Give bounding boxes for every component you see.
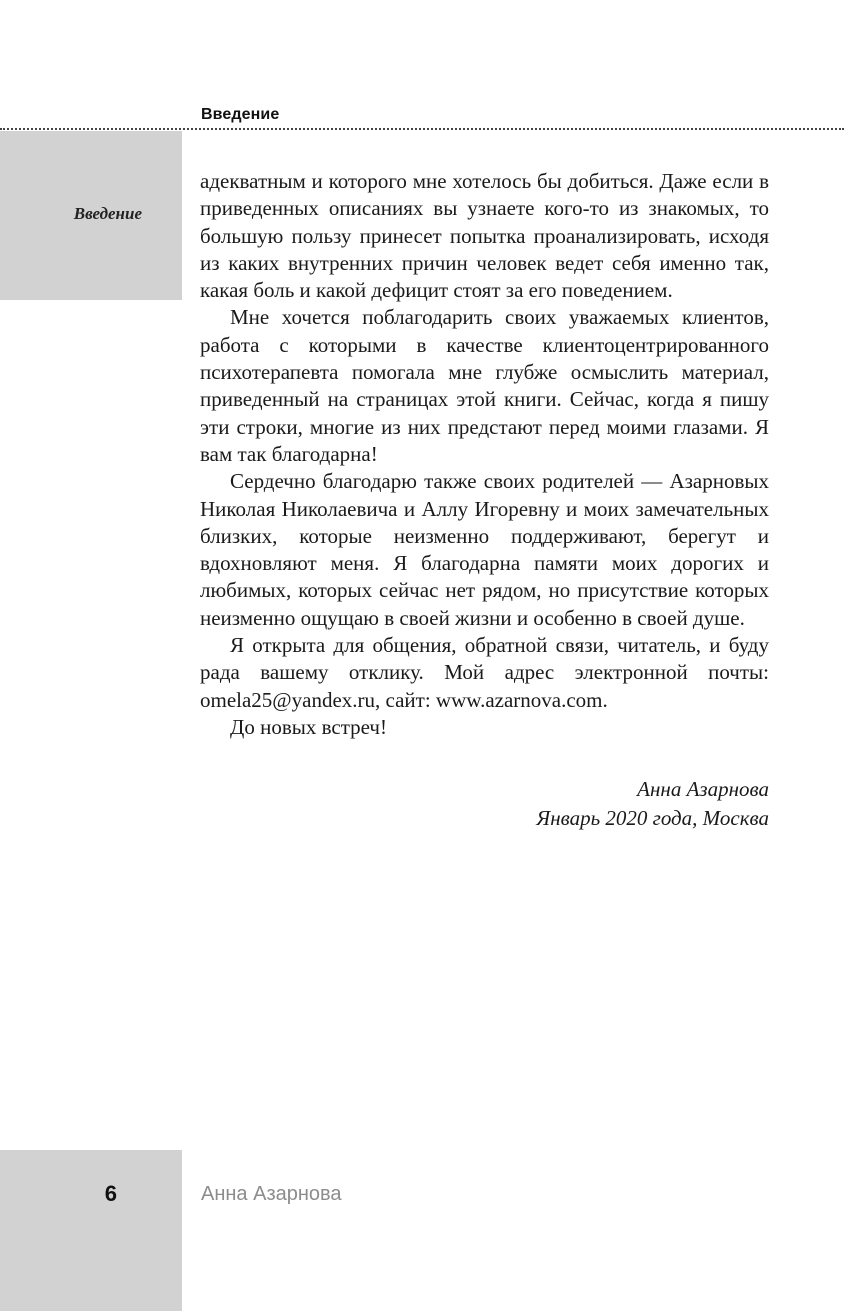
paragraph: Сердечно благодарю также своих родителей — Азарновых Николая Николаевича и Аллу Игоревну и моих замечательных близких, которые неизменно поддерживают, берегут и вдохновляют меня. Я благодарна памяти моих дорогих и любимых, которых сейчас нет рядом, но присутствие которых неизменно ощущаю в своей жизни и особенно в своей душе. — [200, 469, 769, 630]
page-number: 6 — [104, 1181, 117, 1206]
section-label: Введение — [73, 204, 142, 223]
signature-author: Анна Азарнова — [637, 777, 769, 801]
paragraph: Мне хочется поблагодарить своих уважаемых клиентов, работа с которыми в качестве клиентоцентрированного психотерапевта помогала мне глубже осмыслить материал, приведенный на страницах этой книги. Сейчас, когда я пишу эти строки, многие из них предстают перед моими глазами. Я вам так благодарна! — [200, 305, 769, 466]
paragraph: До новых встреч! — [230, 714, 387, 739]
footer-tab — [0, 1150, 182, 1311]
header-divider — [0, 128, 844, 130]
paragraph: адекватным и которого мне хотелось бы добиться. Даже если в приведенных описаниях вы узнаете кого-то из знакомых, то большую пользу принесет попытка проанализировать, исходя из каких внутренних причин человек ведет себя именно так, какая боль и какой дефицит стоят за его поведением. — [200, 169, 769, 303]
signature-date-place: Январь 2020 года, Москва — [536, 806, 769, 830]
body-text — [200, 168, 769, 741]
footer-author: Анна Азарнова — [201, 1183, 342, 1205]
paragraph: Я открыта для общения, обратной связи, читатель, и буду рада вашему отклику. Мой адрес электронной почты: omela25@yandex.ru, сайт: www.azarnova.com. — [200, 633, 769, 712]
section-side-tab — [0, 131, 182, 300]
signature-block — [200, 775, 769, 833]
running-title: Введение — [201, 106, 280, 123]
